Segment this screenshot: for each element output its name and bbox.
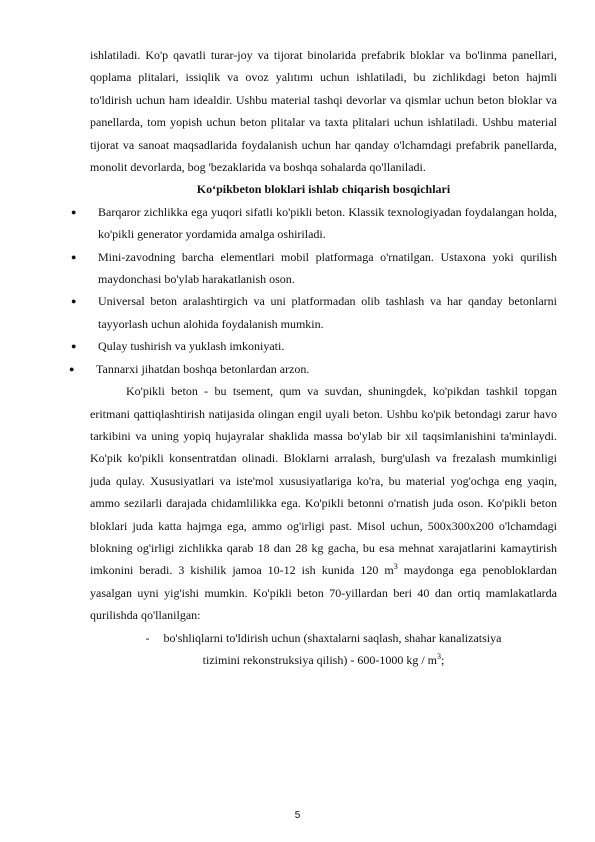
list-item [71, 290, 557, 335]
list-item-text: Qulay tushirish va yuklash imkoniyati. [98, 339, 285, 354]
dash-line-1 [90, 627, 557, 649]
list-item-text: Barqaror zichlikka ega yuqori sifatli ko'pikli beton. Klassik texnologiyadan foydalangan holda, ko'pikli generator yordamida amalga oshiriladi. [98, 204, 557, 242]
superscript: 3 [393, 562, 398, 572]
paragraph-text-tail: maydonga ega penobloklardan yasalgan uyni yig'ishi mumkin. Ko'pikli beton 70-yillardan beri 40 dan ortiq mamlakatlarda qurilishda qo'llanilgan: [90, 563, 558, 623]
section-heading: Ko‘pikbeton bloklari ishlab chiqarish bosqichlari [196, 182, 451, 197]
dash-marker: - [145, 630, 150, 645]
paragraph-intro: ishlatiladi. Ko'p qavatli turar-joy va tijorat binolarida prefabrik bloklar va bo'linma panellari, qoplama plitalari, issiqlik va ovoz yalıtımı uchun ishlatiladi, bu zichlikdagi beton hajmli to'ldirish uchun ham idealdir. Ushbu material tashqi devorlar va qismlar uchun beton bloklar va panellarda, tom yopish uchun beton plitalar va taxta plitalari uchun ishlatiladi. Ushbu material tijorat va sanoat maqsadlarida foydalanish uchun har qanday o'lchamdagi prefabrik panellarda, monolit devorlarda, bog 'bezaklarida va boshqa sohalarda qo'llaniladi. [90, 48, 557, 175]
page-number: 5 [294, 810, 301, 821]
dash-line-2 [90, 649, 557, 671]
superscript: 3 [436, 651, 441, 661]
paragraph-foam-concrete [90, 380, 557, 626]
bullet-list [69, 201, 557, 380]
list-item [71, 201, 557, 246]
document-page [69, 44, 558, 671]
list-item-text: Universal beton aralashtirgich va uni platformadan olib tashlash va har qanday betonlarni tayyorlash uchun alohida foydalanish mumkin. [98, 294, 557, 331]
list-item [69, 358, 557, 380]
list-item-text: Mini-zavodning barcha elementlari mobil platformaga o'rnatilgan. Ustaxona yoki qurilish maydonchasi bo'ylab harakatlanish oson. [98, 249, 557, 287]
bullet-icon: ● [71, 296, 77, 307]
dash-line-2-text: tizimini rekonstruksiya qilish) - 600-1000 kg / m [202, 652, 437, 667]
list-item-text: Tannarxi jihatdan boshqa betonlardan arzon. [96, 361, 310, 376]
bullet-icon: ● [71, 341, 77, 352]
paragraph-text: Ko'pikli beton - bu tsement, qum va suvdan, shuningdek, ko'pikdan tashkil topgan eritmani qattiqlashtirish natijasida olingan engil uyali beton. Ushbu ko'pik betondagi zarur havo tarkibini va uning yopiq hujayralar shaklida massa bo'ylab bir xil taqsimlanishini ta'minlaydi. Ko'pik ko'pikli konsentratdan olinadi. Bloklarni arralash, burg'ulash va frezalash mumkinligi juda qulay. Xususiyatlari va iste'mol xususiyatlariga ko'ra, bu material yog'ochga eng yaqin, ammo sezilarli darajada chidamlilikka ega. Ko'pikli betonni o'rnatish juda oson. Ko'pikli beton bloklari juda katta hajmga ega, ammo og'irligi past. Misol uchun, 500x300x200 o'lchamdagi blokning og'irligi zichlikka qarab 18 dan 28 kg gacha, bu esa mehnat xarajatlarini kamaytirish imkonini beradi. 3 kishilik jamoa 10-12 ish kunida 120 m [90, 384, 557, 578]
dash-line-2-tail: ; [440, 652, 445, 667]
list-item [71, 335, 557, 357]
bullet-icon: ● [69, 363, 75, 374]
bullet-icon: ● [71, 206, 77, 217]
dash-list-item [90, 627, 557, 672]
list-item [71, 246, 557, 291]
bullet-icon: ● [71, 251, 77, 262]
dash-line-1-text: bo'shliqlarni to'ldirish uchun (shaxtalarni saqlash, shahar kanalizatsiya [163, 630, 502, 645]
